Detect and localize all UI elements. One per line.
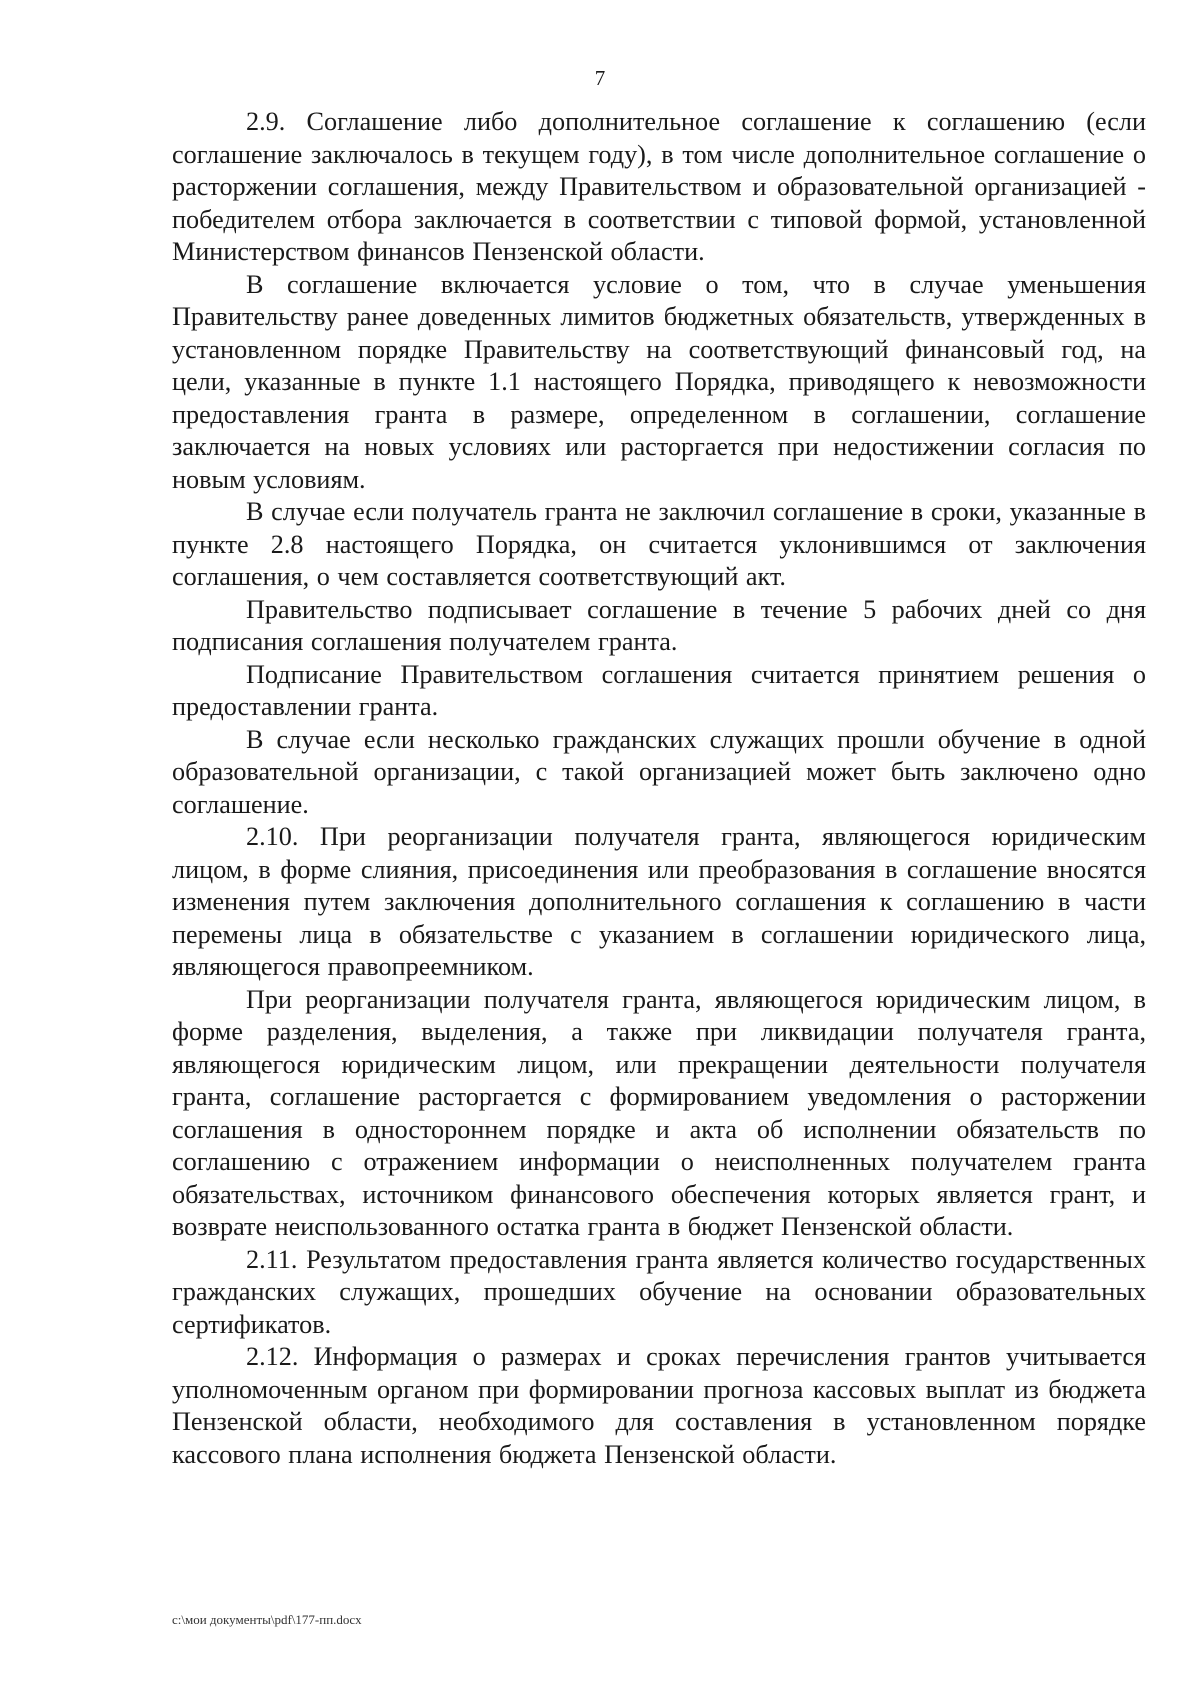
paragraph-evasion: В случае если получатель гранта не заключил соглашение в сроки, указанные в пункте 2.8 настоящего Порядка, он считается уклонившимся от заключения соглашения, о чем составляется соответствующий акт. [172, 497, 1146, 591]
paragraph-signing-term: Правительство подписывает соглашение в течение 5 рабочих дней со дня подписания соглашения получателем гранта. [172, 594, 1146, 656]
paragraph-2-11: 2.11. Результатом предоставления гранта является количество государственных гражданских служащих, прошедших обучение на основании образовательных сертификатов. [172, 1244, 1146, 1339]
document-body [172, 106, 1146, 1471]
paragraph-agreement-condition: В соглашение включается условие о том, что в случае уменьшения Правительству ранее доведенных лимитов бюджетных обязательств, утвержденных в установленном порядке Правительству на соответствующий финансовый год, на цели, указанные в пункте 1.1 настоящего Порядка, приводящего к невозможности предоставления гранта в размере, определенном в соглашении, соглашение заключается на новых условиях или расторгается при недостижении согласия по новым условиям. [172, 269, 1146, 494]
paragraph-2-10: 2.10. При реорганизации получателя гранта, являющегося юридическим лицом, в форме слияния, присоединения или преобразования в соглашение вносятся изменения путем заключения дополнительного соглашения к соглашению в части перемены лица в обязательстве с указанием в соглашении юридического лица, являющегося правопреемником. [172, 822, 1146, 981]
paragraph-signing-decision: Подписание Правительством соглашения считается принятием решения о предоставлении гранта. [172, 659, 1146, 721]
paragraph-reorganization-termination: При реорганизации получателя гранта, являющегося юридическим лицом, в форме разделения, выделения, а также при ликвидации получателя гранта, являющегося юридическим лицом, или прекращении деятельности получателя гранта, соглашение расторгается с формированием уведомления о расторжении соглашения в одностороннем порядке и акта об исполнении обязательств по соглашению с отражением информации о неисполненных получателем гранта обязательствах, источником финансового обеспечения которых является грант, и возврате неиспользованного остатка гранта в бюджет Пензенской области. [172, 984, 1146, 1241]
paragraph-single-agreement: В случае если несколько гражданских служащих прошли обучение в одной образовательной организации, с такой организацией может быть заключено одно соглашение. [172, 724, 1146, 819]
footer-file-path: c:\мои документы\pdf\177-пп.docx [172, 1612, 362, 1627]
paragraph-2-9: 2.9. Соглашение либо дополнительное соглашение к соглашению (если соглашение заключалось в текущем году), в том числе дополнительное соглашение о расторжении соглашения, между Правительством и образовательной организацией - победителем отбора заключается в соответствии с типовой формой, установленной Министерством финансов Пензенской области. [172, 107, 1146, 266]
page-number: 7 [594, 66, 606, 90]
paragraph-2-12: 2.12. Информация о размерах и сроках перечисления грантов учитывается уполномоченным органом при формировании прогноза кассовых выплат из бюджета Пензенской области, необходимого для составления в установленном порядке кассового плана исполнения бюджета Пензенской области. [172, 1342, 1146, 1469]
